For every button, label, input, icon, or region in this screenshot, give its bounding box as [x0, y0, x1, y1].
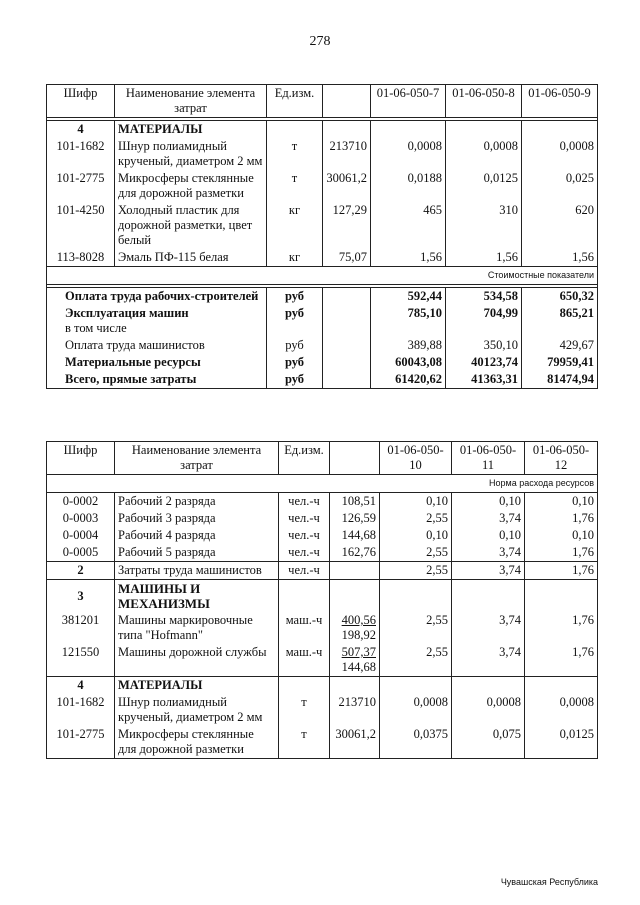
section-title: МАТЕРИАЛЫ [115, 677, 279, 695]
table-row: 0-0002 Рабочий 2 разряда чел.-ч 108,51 0,10 0,10 0,10 [47, 493, 598, 511]
section-code: 4 [47, 677, 115, 695]
cost-row-machines: Эксплуатация машин в том числе руб 785,10 704,99 865,21 [47, 305, 598, 337]
table-row: 101-2775 Микросферы стеклянные для дорожной разметки т 30061,2 0,0375 0,075 0,0125 [47, 726, 598, 759]
page-number: 278 [309, 34, 331, 49]
table-row: 0-0005 Рабочий 5 разряда чел.-ч 162,76 2,55 3,74 1,76 [47, 544, 598, 562]
cost-indicators-label: Стоимостные показатели [371, 267, 598, 285]
header-col-2: 01-06-050- 11 [452, 442, 525, 475]
resource-table-2 [46, 441, 598, 759]
section-title: МАТЕРИАЛЫ [115, 121, 267, 139]
header-col-2: 01-06-050-8 [446, 85, 522, 118]
section-row [47, 580, 598, 613]
header-unit: Ед.изм. [267, 85, 323, 118]
section-title: МАШИНЫ И МЕХАНИЗМЫ [115, 580, 279, 613]
header-col-3: 01-06-050-9 [522, 85, 598, 118]
header-col-3: 01-06-050- 12 [525, 442, 598, 475]
operators-row: 2 Затраты труда машинистов чел.-ч 2,55 3,74 1,76 [47, 562, 598, 580]
section-code: 3 [47, 580, 115, 613]
cost-row-labor: Оплата труда рабочих-строителей руб 592,44 534,58 650,32 [47, 288, 598, 306]
header-name: Наименование элемента затрат [115, 442, 279, 475]
table-row: 0-0003 Рабочий 3 разряда чел.-ч 126,59 2,55 3,74 1,76 [47, 510, 598, 527]
table-row: 381201 Машины маркировочные типа "Hofmann" маш.-ч 400,56 198,92 2,55 3,74 1,76 [47, 612, 598, 644]
header-unit: Ед.изм. [279, 442, 330, 475]
cost-row-total: Всего, прямые затраты руб 61420,62 41363,31 81474,94 [47, 371, 598, 389]
header-code: Шифр [47, 85, 115, 118]
table-row: 101-1682 Шнур полиамидный крученый, диаметром 2 мм т 213710 0,0008 0,0008 0,0008 [47, 694, 598, 726]
section-row [47, 677, 598, 695]
table-header-row [47, 442, 598, 475]
table-header-row [47, 85, 598, 118]
section-row [47, 121, 598, 139]
table-row: 113-8028 Эмаль ПФ-115 белая кг 75,07 1,56 1,56 1,56 [47, 249, 598, 267]
table-row: 101-1682 Шнур полиамидный крученый, диаметром 2 мм т 213710 0,0008 0,0008 0,0008 [47, 138, 598, 170]
section-code: 4 [47, 121, 115, 139]
cost-row-materials: Материальные ресурсы руб 60043,08 40123,74 79959,41 [47, 354, 598, 371]
cost-row-operators: Оплата труда машинистов руб 389,88 350,10 429,67 [47, 337, 598, 354]
header-code: Шифр [47, 442, 115, 475]
machines-sub-label: в том числе [65, 321, 127, 335]
table-row: 101-4250 Холодный пластик для дорожной разметки, цвет белый кг 127,29 465 310 620 [47, 202, 598, 249]
norm-label: Норма расхода ресурсов [380, 475, 598, 493]
table-row: 101-2775 Микросферы стеклянные для дорожной разметки т 30061,2 0,0188 0,0125 0,025 [47, 170, 598, 202]
table-row: 0-0004 Рабочий 4 разряда чел.-ч 144,68 0,10 0,10 0,10 [47, 527, 598, 544]
table-row: 121550 Машины дорожной службы маш.-ч 507,37 144,68 2,55 3,74 1,76 [47, 644, 598, 677]
header-name: Наименование элемента затрат [115, 85, 267, 118]
header-col-1: 01-06-050-7 [371, 85, 446, 118]
machines-cost-label: Эксплуатация машин [65, 306, 189, 320]
footer-region: Чувашская Республика [500, 877, 598, 887]
header-col-1: 01-06-050- 10 [380, 442, 452, 475]
norm-label-row [47, 475, 598, 493]
cost-label-row [47, 267, 598, 285]
resource-table-1 [46, 84, 598, 389]
